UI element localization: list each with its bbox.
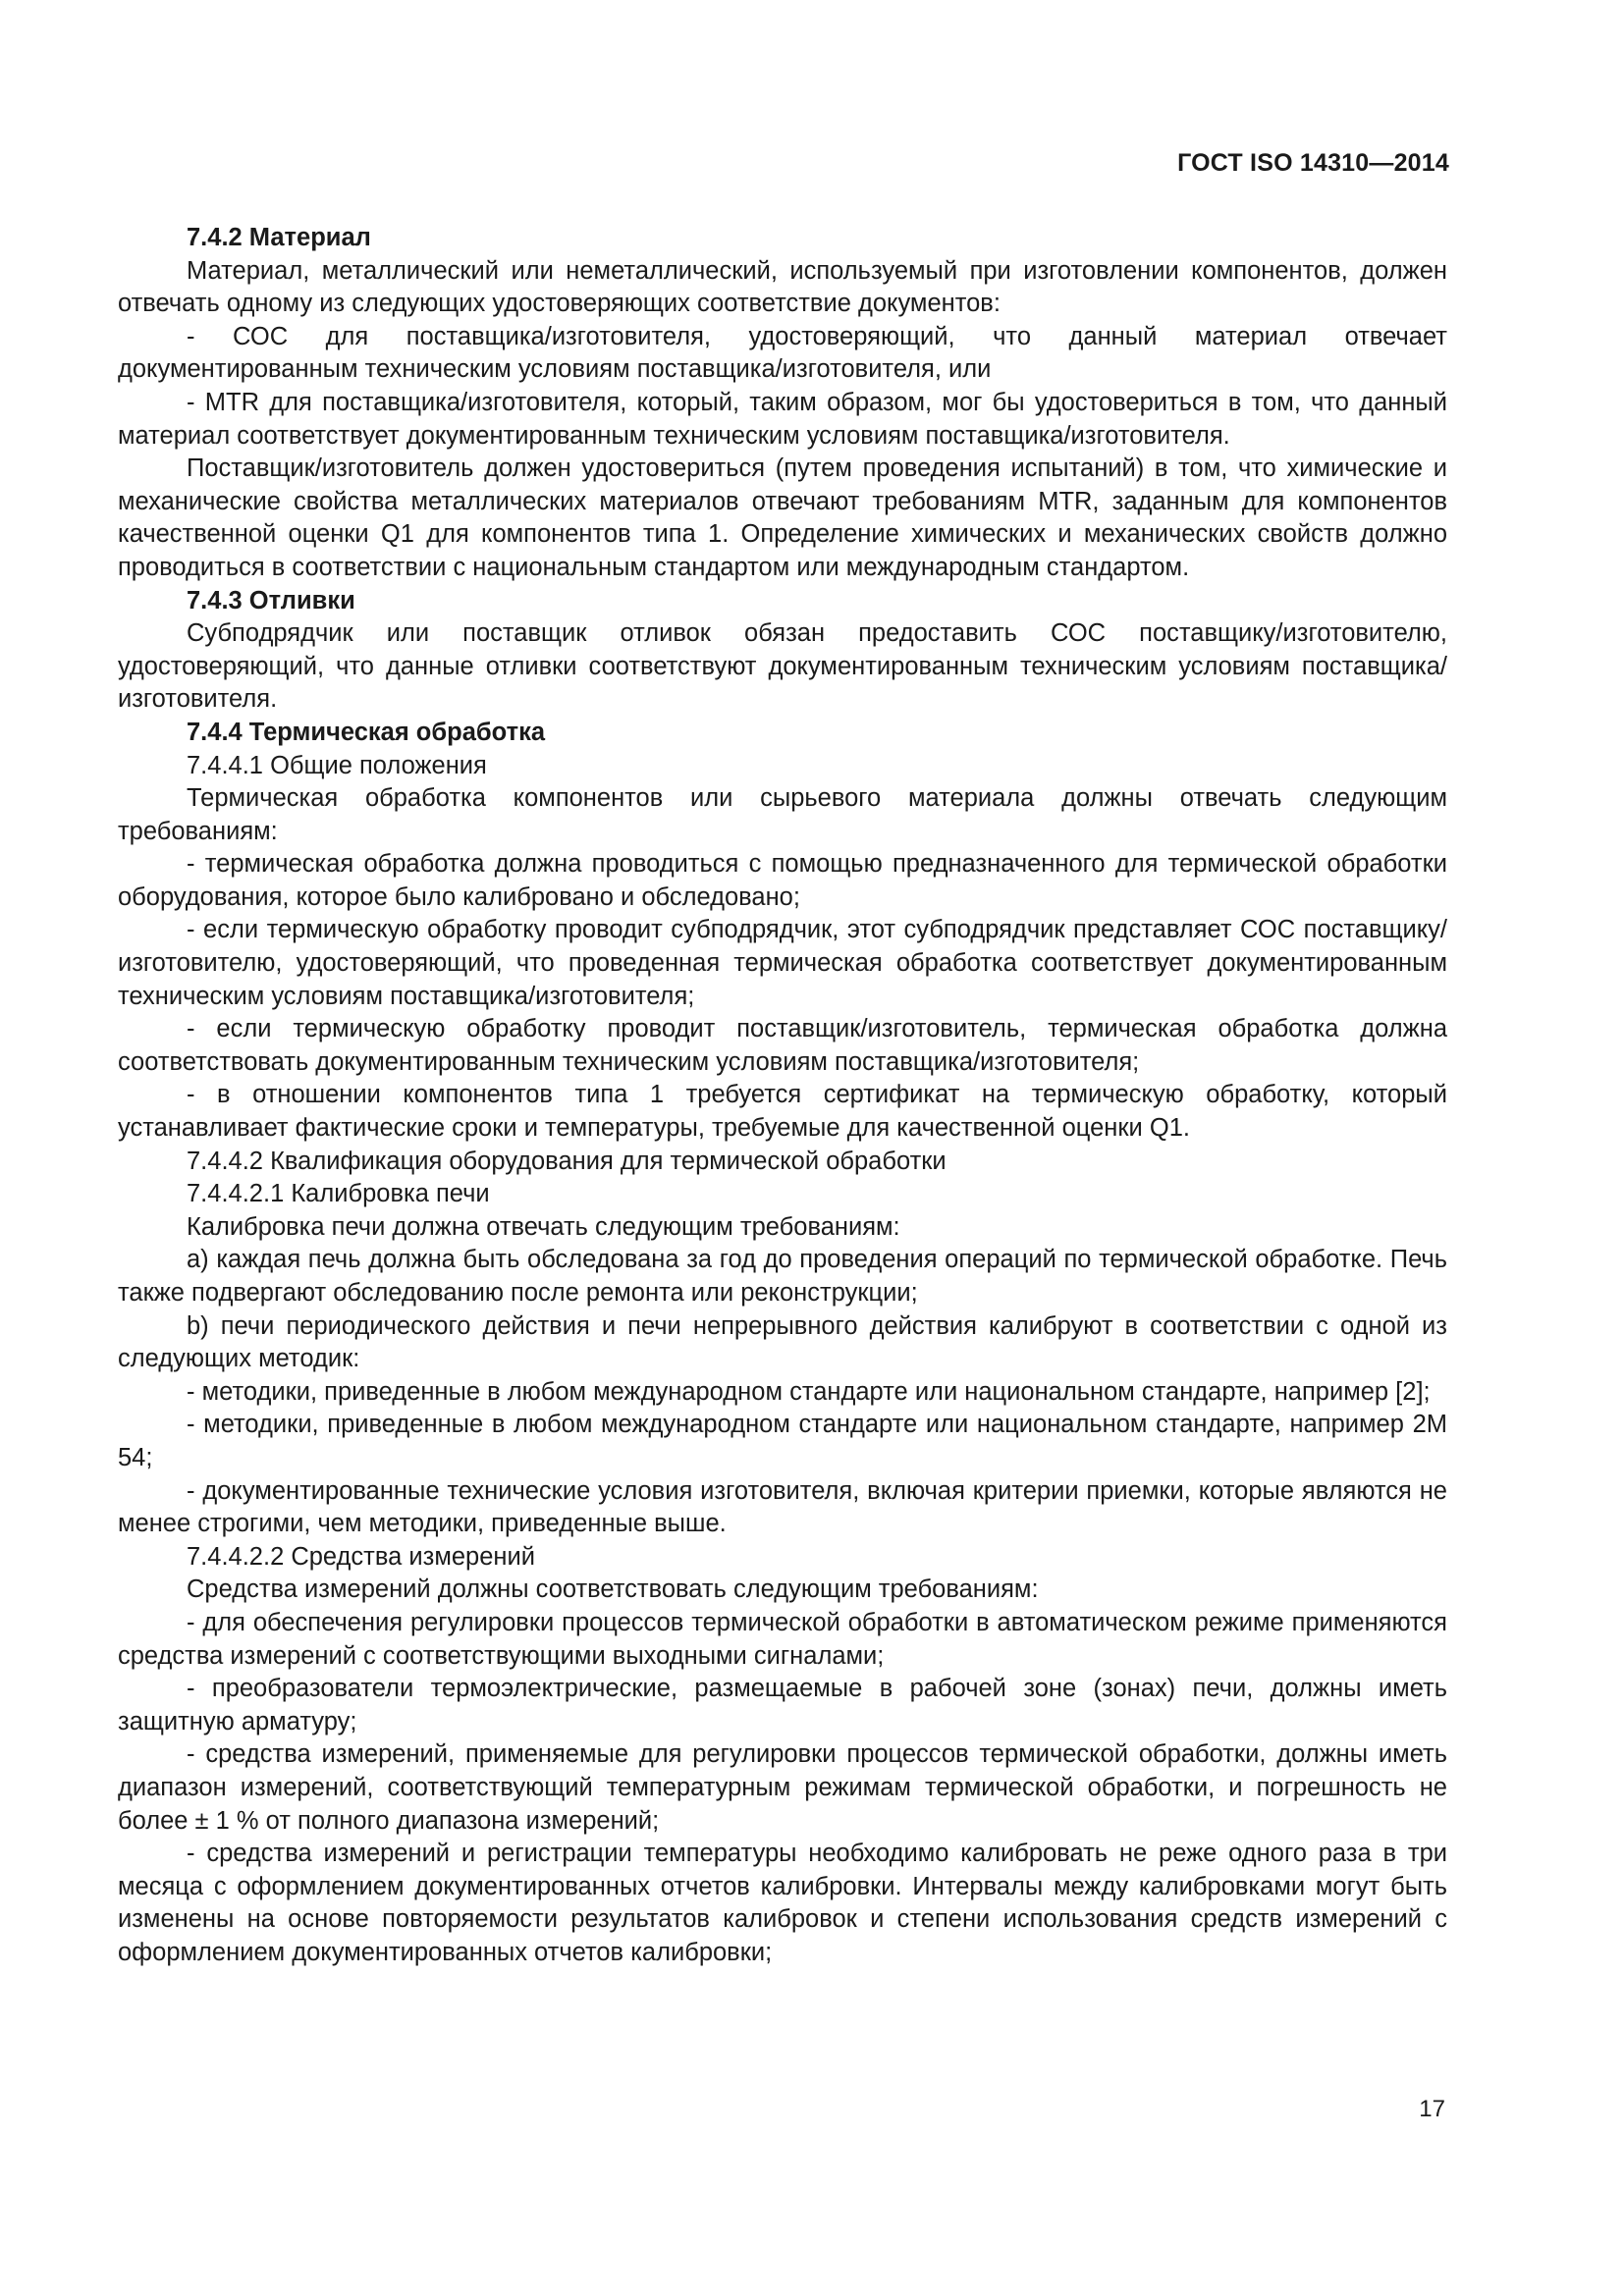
section-heading-7-4-4: 7.4.4 Термическая обработка	[187, 718, 546, 746]
list-item: - методики, приведенные в любом международном стандарте или национальном стандарте, например [2];	[187, 1377, 1431, 1406]
paragraph: Поставщик/изготовитель должен удостовериться (путем проведения испытаний) в том, что химические и механические свойства металлических материалов отвечают требованиям MTR, заданным для компонентов качественной оценки Q1 для компонентов типа 1. Определение химических и механических свойств должно проводиться в соответствии с национальным стандартом или международным стандартом.	[118, 454, 1447, 581]
list-item: - средства измерений и регистрации температуры необходимо калибровать не реже одного раза в три месяца с оформлением документированных отчетов калибровки. Интервалы между калибровками могут быть изменены на основе повторяемости результатов калибровок и степени использования средств измерений с оформлением документированных отчетов калибровки;	[118, 1840, 1447, 1966]
subsection-title-7-4-4-2-2: 7.4.4.2.2 Средства измерений	[187, 1542, 535, 1571]
subsection-title-7-4-4-2-1: 7.4.4.2.1 Калибровка печи	[187, 1180, 490, 1208]
list-item: - средства измерений, применяемые для регулировки процессов термической обработки, должны иметь диапазон измерений, соответствующий температурным режимам термической обработки, и погрешность не более ± 1 % от полного диапазона измерений;	[118, 1740, 1447, 1835]
page-number: 17	[1419, 2096, 1445, 2122]
list-item: - преобразователи термоэлектрические, размещаемые в рабочей зоне (зонах) печи, должны иметь защитную арматуру;	[118, 1675, 1447, 1735]
paragraph: Субподрядчик или поставщик отливок обязан предоставить СОС поставщику/изготовителю, удостоверяющий, что данные отливки соответствуют документированным техническим условиям поставщика/изготовителя.	[118, 619, 1447, 714]
paragraph: Материал, металлический или неметаллический, используемый при изготовлении компонентов, должен отвечать одному из следующих удостоверяющих соответствие документов:	[118, 256, 1447, 318]
subsection-title-7-4-4-1: 7.4.4.1 Общие положения	[187, 751, 487, 779]
list-item: - если термическую обработку проводит субподрядчик, этот субподрядчик представляет СОС поставщику/изготовителю, удостоверяющий, что проведенная термическая обработка соответствует документированным техническим условиям поставщика/изготовителя;	[118, 916, 1447, 1010]
subsection-title-7-4-4-2: 7.4.4.2 Квалификация оборудования для термической обработки	[187, 1147, 947, 1175]
list-item: - MTR для поставщика/изготовителя, который, таким образом, мог бы удостовериться в том, что данный материал соответствует документированным техническим условиям поставщика/изготовителя.	[118, 388, 1447, 450]
list-item: - методики, приведенные в любом международном стандарте или национальном стандарте, например 2М 54;	[118, 1411, 1447, 1471]
list-item: - в отношении компонентов типа 1 требуется сертификат на термическую обработку, который устанавливает фактические сроки и температуры, требуемые для качественной оценки Q1.	[118, 1081, 1447, 1143]
section-heading-7-4-3: 7.4.3 Отливки	[187, 586, 355, 614]
list-item: - если термическую обработку проводит поставщик/изготовитель, термическая обработка должна соответствовать документированным техническим условиям поставщика/изготовителя;	[118, 1015, 1447, 1076]
list-item: - для обеспечения регулировки процессов термической обработки в автоматическом режиме применяются средства измерений с соответствующими выходными сигналами;	[118, 1608, 1447, 1670]
paragraph: Термическая обработка компонентов или сырьевого материала должны отвечать следующим требованиям:	[118, 784, 1447, 845]
list-item: a) каждая печь должна быть обследована за год до проведения операций по термической обработке. Печь также подвергают обследованию после ремонта или реконструкции;	[118, 1246, 1447, 1307]
standard-code-header: ГОСТ ISO 14310—2014	[1177, 149, 1449, 177]
paragraph: Калибровка печи должна отвечать следующим требованиям:	[187, 1212, 900, 1241]
paragraph: Средства измерений должны соответствовать следующим требованиям:	[187, 1575, 1039, 1604]
list-item: - СОС для поставщика/изготовителя, удостоверяющий, что данный материал отвечает документированным техническим условиям поставщика/изготовителя, или	[118, 322, 1447, 384]
list-item: - документированные технические условия изготовителя, включая критерии приемки, которые являются не менее строгими, чем методики, приведенные выше.	[118, 1476, 1447, 1538]
list-item: b) печи периодического действия и печи непрерывного действия калибруют в соответствии с одной из следующих методик:	[118, 1311, 1447, 1373]
list-item: - термическая обработка должна проводиться с помощью предназначенного для термической обработки оборудования, которое было калибровано и обследовано;	[118, 850, 1447, 911]
document-body	[118, 222, 1447, 1969]
section-heading-7-4-2: 7.4.2 Материал	[187, 224, 371, 251]
